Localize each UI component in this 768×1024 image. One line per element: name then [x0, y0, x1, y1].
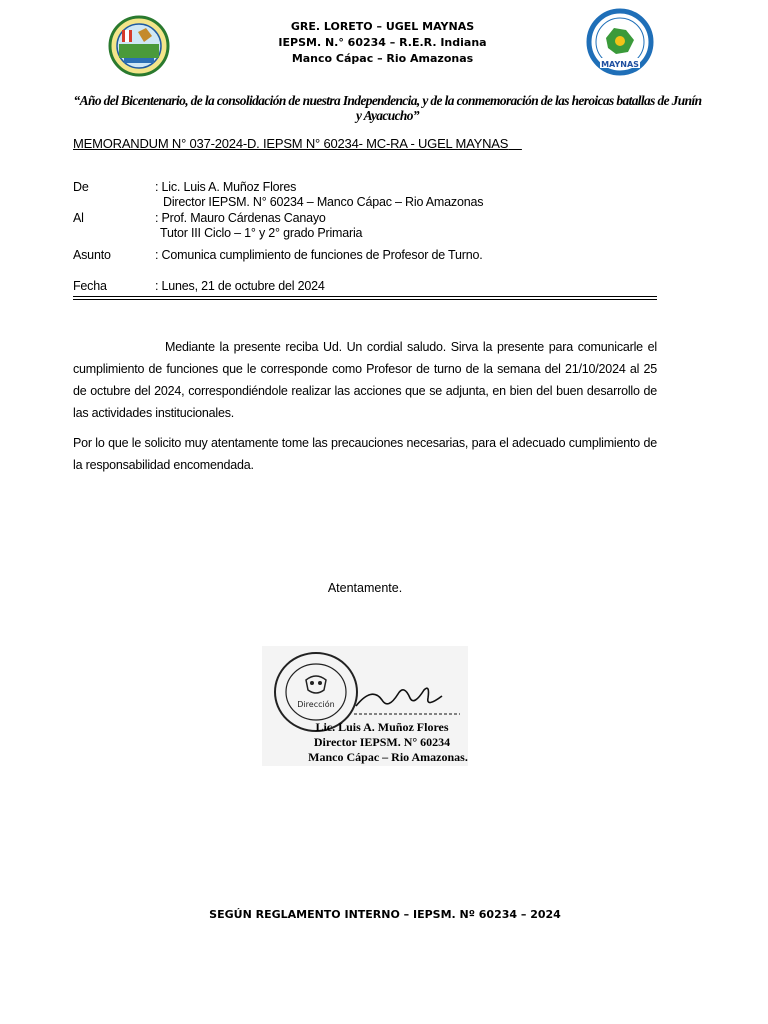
signature-name: Lic. Luis A. Muñoz Flores: [315, 720, 449, 734]
memo-date-row: [73, 279, 657, 295]
year-motto: “Año del Bicentenario, de la consolidación de nuestra Independencia, y de la conmemoración de las heroicas batallas de Junín y Ayacucho”: [73, 93, 702, 123]
memo-title: [73, 136, 522, 151]
memo-subject-row: [73, 248, 657, 264]
body-paragraph-1-text: Mediante la presente reciba Ud. Un cordial saludo. Sirva la presente para comunicarle el cumplimiento de funciones que le corresponde como Profesor de turno de la semana del 21/10/2024 al 25 de octubre del 2024, correspondiéndole realizar las acciones que se adjunta, en bien del buen desarrollo de las actividades institucionales.: [73, 340, 657, 420]
body-paragraph-1: [73, 336, 657, 424]
subject-value: : Comunica cumplimiento de funciones de Profesor de Turno.: [155, 248, 483, 262]
header-line-1: GRE. LORETO – UGEL MAYNAS: [290, 20, 475, 33]
body-paragraph-2: Por lo que le solicito muy atentamente tome las precauciones necesarias, para el adecuado cumplimiento de la responsabilidad encomendada.: [73, 436, 657, 472]
header-line-3: Manco Cápac – Rio Amazonas: [291, 52, 474, 65]
from-name: : Lic. Luis A. Muñoz Flores: [155, 180, 297, 194]
to-position: Tutor III Ciclo – 1° y 2° grado Primaria: [160, 226, 363, 240]
divider-line: [73, 299, 657, 300]
date-value: : Lunes, 21 de octubre del 2024: [155, 279, 325, 293]
signature-place: Manco Cápac – Rio Amazonas.: [308, 750, 468, 764]
footer-text: SEGÚN REGLAMENTO INTERNO – IEPSM. Nº 60234 – 2024: [209, 908, 561, 921]
institution-header: [240, 19, 525, 67]
ugel-logo: [580, 8, 660, 80]
closing-text: Atentamente.: [327, 581, 403, 595]
memo-from-row: [73, 180, 657, 212]
signature-scribble: [352, 676, 462, 720]
subject-label: Asunto: [73, 248, 111, 262]
from-position: Director IEPSM. N° 60234 – Manco Cápac – Rio Amazonas: [163, 195, 484, 209]
date-label: Fecha: [73, 279, 107, 293]
header-line-2: IEPSM. N.° 60234 – R.E.R. Indiana: [278, 36, 487, 49]
ugel-logo-label: MAYNAS: [601, 60, 639, 69]
memo-title-text: MEMORANDUM N° 037-2024-D. IEPSM N° 60234- MC-RA - UGEL MAYNAS: [73, 136, 509, 151]
to-name: : Prof. Mauro Cárdenas Canayo: [155, 211, 326, 225]
signature-role: Director IEPSM. N° 60234: [313, 735, 451, 749]
memo-to-row: [73, 211, 657, 243]
to-label: Al: [73, 211, 84, 225]
from-label: De: [73, 180, 89, 194]
divider-line: [73, 296, 657, 297]
school-logo: [108, 14, 170, 78]
stamp-center-text: Dirección: [297, 700, 335, 709]
